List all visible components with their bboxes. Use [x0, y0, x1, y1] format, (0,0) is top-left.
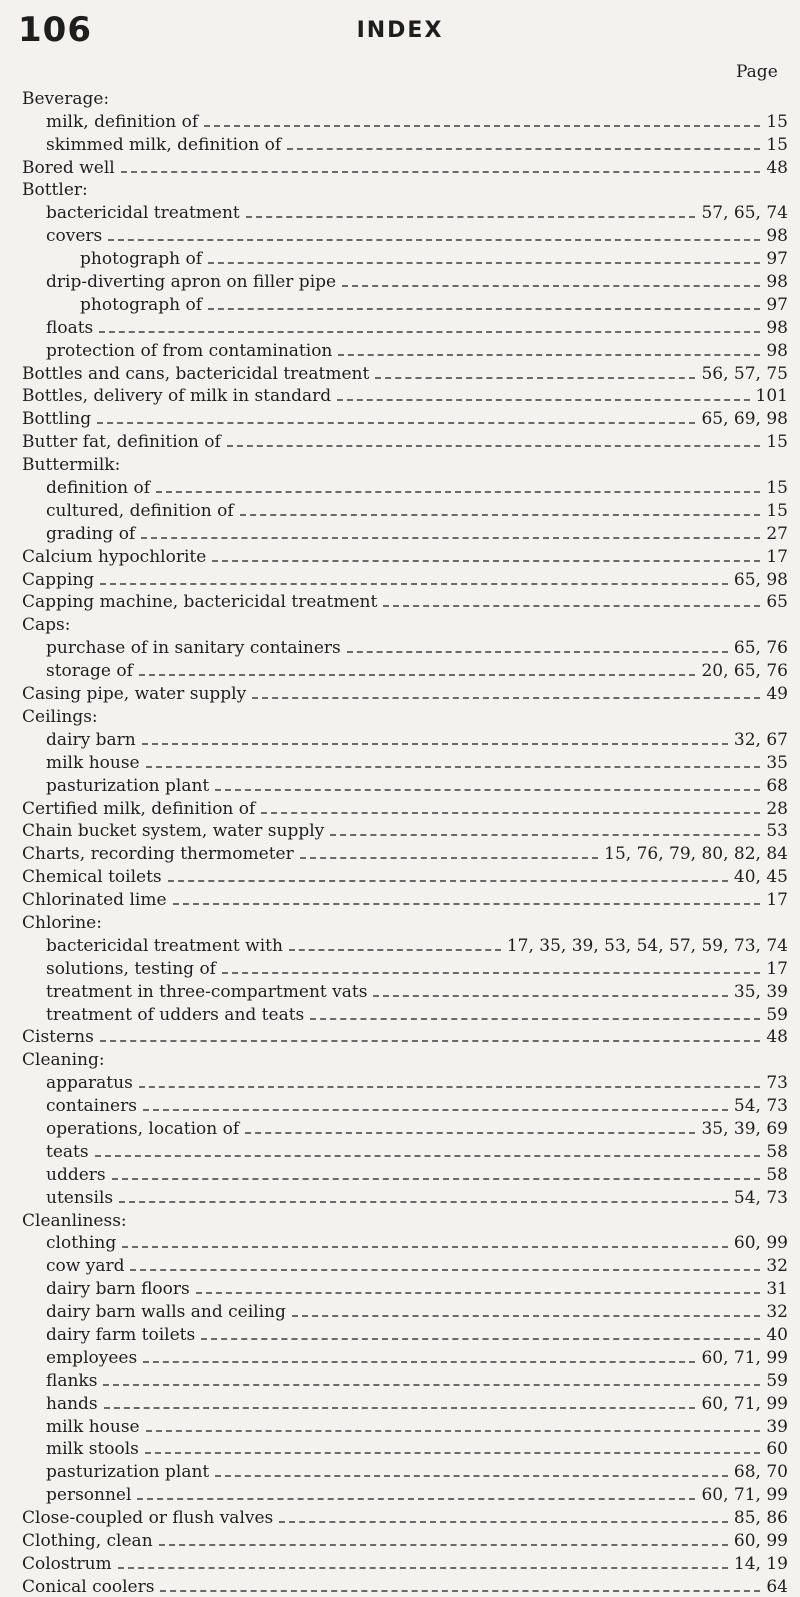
entry-pages: 15 — [766, 134, 788, 155]
entry-pages: 49 — [766, 684, 788, 705]
entry-term: photograph of — [80, 249, 203, 270]
page-column-label: Page — [736, 62, 778, 82]
entry-pages: 54, 73 — [733, 1187, 788, 1208]
index-entry — [22, 727, 788, 750]
entry-pages: 54, 73 — [733, 1096, 788, 1117]
dot-leader — [300, 857, 598, 859]
index-entry — [22, 338, 788, 361]
entry-term: Cleanliness: — [22, 1210, 127, 1231]
entry-term: floats — [46, 317, 94, 338]
index-entries — [22, 86, 788, 1597]
index-entry — [22, 223, 788, 246]
index-entry — [22, 612, 788, 635]
index-entry — [22, 864, 788, 887]
entry-pages: 39 — [766, 1416, 788, 1437]
entry-term: Colostrum — [22, 1553, 112, 1574]
entry-term: dairy barn floors — [46, 1279, 190, 1300]
entry-term: clothing — [46, 1233, 117, 1254]
entry-pages: 48 — [766, 157, 788, 178]
dot-leader — [141, 537, 760, 539]
index-entry — [22, 1345, 788, 1368]
entry-pages: 60 — [766, 1439, 788, 1460]
index-entry — [22, 1437, 788, 1460]
dot-leader — [201, 1338, 760, 1340]
dot-leader — [146, 766, 761, 768]
index-entry — [22, 1002, 788, 1025]
index-entry — [22, 1093, 788, 1116]
entry-term: Caps: — [22, 615, 71, 636]
dot-leader — [142, 743, 728, 745]
entry-pages: 65, 98 — [733, 569, 788, 590]
entry-pages: 68, 70 — [733, 1462, 788, 1483]
dot-leader — [146, 1430, 761, 1432]
index-entry — [22, 658, 788, 681]
dot-leader — [121, 171, 761, 173]
entry-term: purchase of in sanitary containers — [46, 638, 341, 659]
entry-pages: 59 — [766, 1370, 788, 1391]
dot-leader — [215, 1475, 728, 1477]
index-entry — [22, 315, 788, 338]
dot-leader — [104, 1407, 696, 1409]
entry-pages: 57, 65, 74 — [701, 203, 788, 224]
dot-leader — [137, 1498, 695, 1500]
entry-pages: 98 — [766, 317, 788, 338]
entry-term: Clothing, clean — [22, 1531, 153, 1551]
index-entry — [22, 1208, 788, 1231]
entry-term: pasturization plant — [46, 775, 210, 796]
entry-term: Close-coupled or flush valves — [22, 1508, 274, 1529]
entry-term: milk house — [46, 752, 140, 773]
entry-pages: 58 — [766, 1164, 788, 1185]
index-entry — [22, 384, 788, 407]
index-entry — [22, 819, 788, 842]
entry-pages: 68 — [766, 775, 788, 796]
index-entry — [22, 750, 788, 773]
entry-pages: 28 — [766, 798, 788, 819]
entry-pages: 85, 86 — [733, 1508, 788, 1529]
index-entry — [22, 429, 788, 452]
entry-term: apparatus — [46, 1073, 133, 1094]
entry-pages: 65, 76 — [733, 638, 788, 659]
entry-pages: 35 — [766, 752, 788, 773]
dot-leader — [97, 422, 695, 424]
entry-term: hands — [46, 1393, 98, 1414]
entry-term: Beverage: — [22, 88, 110, 109]
entry-pages: 27 — [766, 523, 788, 544]
index-entry — [22, 590, 788, 613]
index-entry — [22, 841, 788, 864]
index-entry — [22, 681, 788, 704]
entry-pages: 17 — [766, 546, 788, 567]
index-entry — [22, 887, 788, 910]
dot-leader — [160, 1590, 760, 1592]
entry-pages: 97 — [766, 249, 788, 270]
entry-pages: 97 — [766, 294, 788, 315]
dot-leader — [252, 697, 760, 699]
entry-term: dairy barn walls and ceiling — [46, 1302, 286, 1323]
entry-term: Bottling — [22, 409, 92, 430]
dot-leader — [373, 995, 727, 997]
index-entry — [22, 1459, 788, 1482]
entry-term: Bottler: — [22, 180, 88, 201]
index-entry — [22, 1322, 788, 1345]
dot-leader — [208, 308, 760, 310]
entry-pages: 48 — [766, 1027, 788, 1048]
entry-term: Butter fat, definition of — [22, 432, 221, 453]
index-entry — [22, 1276, 788, 1299]
index-entry — [22, 773, 788, 796]
entry-pages: 32 — [766, 1256, 788, 1277]
index-entry — [22, 1505, 788, 1528]
entry-term: utensils — [46, 1187, 114, 1208]
entry-pages: 32 — [766, 1302, 788, 1323]
dot-leader — [112, 1178, 761, 1180]
entry-term: Cisterns — [22, 1027, 94, 1048]
dot-leader — [261, 812, 760, 814]
dot-leader — [130, 1269, 760, 1271]
page-number: 106 — [18, 10, 92, 50]
entry-pages: 56, 57, 75 — [701, 363, 788, 384]
index-entry — [22, 269, 788, 292]
index-entry — [22, 1551, 788, 1574]
dot-leader — [279, 1521, 728, 1523]
dot-leader — [310, 1018, 760, 1020]
entry-pages: 17 — [766, 958, 788, 979]
dot-leader — [383, 605, 760, 607]
entry-term: skimmed milk, definition of — [46, 134, 282, 155]
index-entry — [22, 1253, 788, 1276]
entry-term: Bottles and cans, bactericidal treatment — [22, 363, 370, 384]
entry-pages: 59 — [766, 1004, 788, 1025]
entry-pages: 60, 71, 99 — [701, 1347, 788, 1368]
entry-term: operations, location of — [46, 1118, 240, 1139]
dot-leader — [159, 1544, 728, 1546]
dot-leader — [145, 1452, 760, 1454]
entry-pages: 60, 71, 99 — [701, 1485, 788, 1506]
entry-term: Chemical toilets — [22, 867, 162, 888]
dot-leader — [215, 789, 760, 791]
entry-term: cultured, definition of — [46, 500, 234, 521]
dot-leader — [143, 1109, 728, 1111]
index-entry — [22, 1162, 788, 1185]
entry-term: employees — [46, 1347, 138, 1368]
entry-pages: 15 — [766, 432, 788, 453]
entry-pages: 15 — [766, 500, 788, 521]
dot-leader — [99, 331, 760, 333]
index-entry — [22, 1185, 788, 1208]
entry-pages: 64 — [766, 1576, 788, 1597]
dot-leader — [208, 262, 760, 264]
entry-term: Charts, recording thermometer — [22, 844, 294, 865]
index-entry — [22, 1574, 788, 1597]
entry-term: covers — [46, 226, 103, 247]
index-entry — [22, 1368, 788, 1391]
dot-leader — [347, 651, 728, 653]
entry-term: storage of — [46, 661, 133, 682]
index-entry — [22, 86, 788, 109]
entry-pages: 15 — [766, 111, 788, 132]
index-entry — [22, 406, 788, 429]
entry-term: bactericidal treatment — [46, 203, 240, 224]
entry-term: Calcium hypochlorite — [22, 546, 207, 567]
index-entry — [22, 567, 788, 590]
entry-term: treatment in three-compartment vats — [46, 981, 368, 1002]
index-entry — [22, 1391, 788, 1414]
entry-term: Bottles, delivery of milk in standard — [22, 386, 332, 407]
dot-leader — [95, 1155, 761, 1157]
entry-term: treatment of udders and teats — [46, 1004, 305, 1025]
entry-pages: 17 — [766, 890, 788, 911]
entry-pages: 60, 99 — [733, 1233, 788, 1254]
entry-term: personnel — [46, 1485, 132, 1506]
index-entry — [22, 475, 788, 498]
entry-term: definition of — [46, 478, 151, 499]
dot-leader — [173, 903, 761, 905]
index-entry — [22, 1231, 788, 1254]
entry-term: pasturization plant — [46, 1462, 210, 1483]
entry-term: teats — [46, 1141, 89, 1162]
entry-term: cow yard — [46, 1256, 125, 1277]
dot-leader — [330, 834, 760, 836]
entry-term: Chain bucket system, water supply — [22, 821, 325, 842]
dot-leader — [108, 239, 760, 241]
entry-term: dairy barn — [46, 729, 136, 750]
entry-pages: 73 — [766, 1073, 788, 1094]
entry-term: Conical coolers — [22, 1576, 155, 1597]
entry-term: drip-diverting apron on filler pipe — [46, 272, 337, 293]
dot-leader — [156, 491, 760, 493]
index-entry — [22, 1025, 788, 1048]
index-entry — [22, 956, 788, 979]
entry-pages: 35, 39, 69 — [701, 1118, 788, 1139]
index-entry — [22, 1139, 788, 1162]
entry-pages: 65 — [766, 592, 788, 613]
dot-leader — [245, 1132, 695, 1134]
running-title: INDEX — [356, 18, 444, 43]
dot-leader — [222, 972, 760, 974]
entry-term: milk, definition of — [46, 111, 199, 132]
entry-term: grading of — [46, 523, 136, 544]
entry-term: Certified milk, definition of — [22, 798, 256, 819]
page-header — [0, 10, 800, 60]
entry-term: solutions, testing of — [46, 958, 216, 979]
index-entry — [22, 132, 788, 155]
entry-term: dairy farm toilets — [46, 1324, 196, 1345]
index-entry — [22, 544, 788, 567]
entry-term: Capping machine, bactericidal treatment — [22, 592, 378, 613]
index-entry — [22, 178, 788, 201]
index-entry — [22, 246, 788, 269]
dot-leader — [168, 880, 728, 882]
entry-pages: 98 — [766, 226, 788, 247]
index-entry — [22, 155, 788, 178]
index-entry — [22, 1482, 788, 1505]
index-entry — [22, 1116, 788, 1139]
entry-pages: 15 — [766, 478, 788, 499]
index-entry — [22, 796, 788, 819]
index-entry — [22, 1528, 788, 1551]
entry-term: milk house — [46, 1416, 140, 1437]
dot-leader — [240, 514, 761, 516]
entry-pages: 31 — [766, 1279, 788, 1300]
entry-term: udders — [46, 1164, 106, 1185]
entry-term: Chlorine: — [22, 912, 102, 933]
entry-term: containers — [46, 1096, 137, 1117]
index-entry — [22, 452, 788, 475]
entry-term: Capping — [22, 569, 95, 590]
entry-term: photograph of — [80, 294, 203, 315]
dot-leader — [100, 1040, 760, 1042]
index-entry — [22, 979, 788, 1002]
entry-pages: 60, 99 — [733, 1531, 788, 1551]
entry-term: milk stools — [46, 1439, 139, 1460]
entry-pages: 32, 67 — [733, 729, 788, 750]
index-entry — [22, 200, 788, 223]
entry-pages: 101 — [755, 386, 788, 407]
entry-pages: 53 — [766, 821, 788, 842]
entry-pages: 65, 69, 98 — [701, 409, 788, 430]
entry-term: Ceilings: — [22, 706, 98, 727]
dot-leader — [139, 674, 696, 676]
index-entry — [22, 635, 788, 658]
entry-term: Cleaning: — [22, 1050, 105, 1071]
index-entry — [22, 933, 788, 956]
dot-leader — [143, 1361, 695, 1363]
index-entry — [22, 1299, 788, 1322]
entry-term: protection of from contamination — [46, 340, 333, 361]
dot-leader — [289, 949, 501, 951]
entry-pages: 40, 45 — [733, 867, 788, 888]
dot-leader — [246, 216, 696, 218]
entry-pages: 58 — [766, 1141, 788, 1162]
dot-leader — [337, 399, 749, 401]
entry-pages: 60, 71, 99 — [701, 1393, 788, 1414]
dot-leader — [119, 1201, 728, 1203]
index-entry — [22, 1047, 788, 1070]
index-entry — [22, 910, 788, 933]
entry-pages: 20, 65, 76 — [701, 661, 788, 682]
entry-pages: 17, 35, 39, 53, 54, 57, 59, 73, 74 — [506, 935, 788, 956]
entry-pages: 14, 19 — [733, 1553, 788, 1574]
index-entry — [22, 109, 788, 132]
entry-term: Buttermilk: — [22, 455, 121, 476]
entry-pages: 98 — [766, 272, 788, 293]
entry-term: Casing pipe, water supply — [22, 684, 247, 705]
dot-leader — [212, 560, 760, 562]
dot-leader — [122, 1246, 728, 1248]
index-entry — [22, 704, 788, 727]
index-entry — [22, 292, 788, 315]
entry-term: Chlorinated lime — [22, 890, 167, 911]
index-entry — [22, 521, 788, 544]
index-entry — [22, 1414, 788, 1437]
index-entry — [22, 1070, 788, 1093]
dot-leader — [292, 1315, 760, 1317]
dot-leader — [342, 285, 760, 287]
entry-pages: 40 — [766, 1324, 788, 1345]
dot-leader — [118, 1567, 728, 1569]
entry-term: bactericidal treatment with — [46, 935, 283, 956]
entry-pages: 98 — [766, 340, 788, 361]
entry-term: Bored well — [22, 157, 115, 178]
dot-leader — [196, 1292, 761, 1294]
dot-leader — [204, 125, 760, 127]
dot-leader — [227, 445, 761, 447]
dot-leader — [139, 1086, 761, 1088]
dot-leader — [287, 148, 760, 150]
entry-pages: 35, 39 — [733, 981, 788, 1002]
dot-leader — [100, 583, 728, 585]
dot-leader — [375, 377, 695, 379]
entry-term: flanks — [46, 1370, 98, 1391]
dot-leader — [338, 354, 760, 356]
entry-pages: 15, 76, 79, 80, 82, 84 — [604, 844, 788, 865]
index-entry — [22, 361, 788, 384]
dot-leader — [103, 1384, 760, 1386]
index-entry — [22, 498, 788, 521]
